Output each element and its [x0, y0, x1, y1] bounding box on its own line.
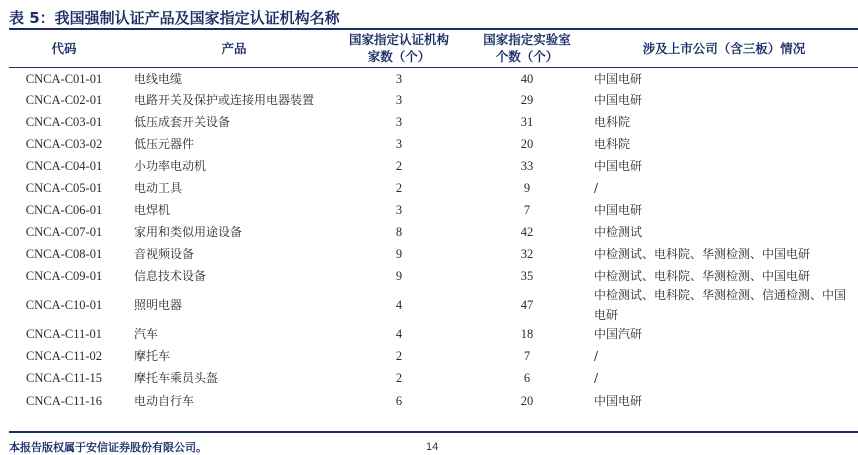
- cell-labs: 7: [523, 203, 531, 217]
- table-row: [9, 155, 858, 177]
- table-row: [9, 287, 858, 323]
- cell-companies: 中国电研: [594, 93, 643, 107]
- cell-companies: /: [594, 371, 599, 385]
- table-row: [9, 389, 858, 413]
- cell-code: CNCA-C06-01: [25, 203, 103, 217]
- cell-code: CNCA-C02-01: [25, 93, 103, 107]
- cell-labs: 42: [520, 225, 534, 239]
- cell-cert-bodies: 2: [395, 349, 403, 363]
- cell-product: 摩托车: [134, 349, 171, 363]
- cell-labs: 33: [520, 159, 534, 173]
- table-row: [9, 367, 858, 389]
- cell-code: CNCA-C11-16: [26, 394, 102, 408]
- page-number: 14: [426, 441, 439, 453]
- cell-companies: 中国汽研: [594, 327, 643, 341]
- header-companies: 涉及上市公司（含三板）情况: [642, 40, 806, 56]
- cell-cert-bodies: 8: [395, 225, 403, 239]
- table-row: [9, 177, 858, 199]
- cell-companies: /: [594, 349, 599, 363]
- table-body: [9, 68, 858, 413]
- cell-companies: 中国电研: [594, 203, 643, 217]
- cell-product: 汽车: [134, 327, 159, 341]
- cell-cert-bodies: 6: [395, 394, 403, 408]
- bottom-rule: [9, 431, 858, 433]
- cell-companies: 电科院: [594, 137, 631, 151]
- cell-labs: 29: [520, 93, 534, 107]
- table-row: [9, 133, 858, 155]
- header-product: 产品: [221, 40, 247, 56]
- cell-product: 信息技术设备: [134, 269, 207, 283]
- cell-code: CNCA-C03-02: [25, 137, 103, 151]
- cell-labs: 18: [520, 327, 534, 341]
- cell-labs: 9: [523, 181, 531, 195]
- cell-labs: 32: [520, 247, 534, 261]
- table-row: [9, 323, 858, 345]
- cell-cert-bodies: 2: [395, 371, 403, 385]
- cell-cert-bodies: 3: [395, 115, 403, 129]
- cell-cert-bodies: 3: [395, 203, 403, 217]
- cell-code: CNCA-C04-01: [25, 159, 103, 173]
- cell-cert-bodies: 3: [395, 137, 403, 151]
- table-header: [9, 30, 858, 66]
- cell-product: 家用和类似用途设备: [134, 225, 243, 239]
- cell-companies: 中国电研: [594, 159, 643, 173]
- cell-companies: 中国电研: [594, 71, 643, 86]
- cell-cert-bodies: 9: [395, 269, 403, 283]
- cell-labs: 31: [520, 115, 534, 129]
- header-cert-bodies: [334, 30, 464, 66]
- table-row: [9, 111, 858, 133]
- table-row: [9, 89, 858, 111]
- cell-product: 照明电器: [134, 298, 183, 312]
- cell-code: CNCA-C05-01: [25, 181, 103, 195]
- cell-cert-bodies: 2: [395, 181, 403, 195]
- cell-product: 低压成套开关设备: [134, 115, 231, 129]
- cell-cert-bodies: 4: [395, 298, 403, 312]
- cell-labs: 20: [520, 394, 534, 408]
- cell-code: CNCA-C03-01: [25, 115, 103, 129]
- table-row: [9, 199, 858, 221]
- header-labs: [467, 30, 587, 66]
- cell-product: 电焊机: [134, 203, 171, 217]
- cell-companies: 中检测试: [594, 225, 643, 239]
- cell-product: 音视频设备: [134, 247, 195, 261]
- cell-code: CNCA-C09-01: [25, 269, 103, 283]
- copyright-footer: 本报告版权属于安信证券股份有限公司。: [9, 441, 207, 454]
- table-row: [9, 68, 858, 89]
- cell-cert-bodies: 9: [395, 247, 403, 261]
- cell-labs: 47: [520, 298, 534, 312]
- cell-code: CNCA-C11-15: [26, 371, 102, 385]
- cell-product: 小功率电动机: [134, 159, 207, 173]
- table-title: 表 5：我国强制认证产品及国家指定认证机构名称: [9, 9, 340, 27]
- cell-product: 摩托车乘员头盔: [134, 371, 219, 385]
- cell-companies: 中检测试、电科院、华测检测、中国电研: [594, 269, 811, 283]
- cell-companies: 电科院: [594, 115, 631, 129]
- cell-product: 电路开关及保护或连接用电器装置: [134, 93, 315, 107]
- cell-labs: 40: [520, 71, 534, 86]
- cell-labs: 20: [520, 137, 534, 151]
- cell-labs: 7: [523, 349, 531, 363]
- cell-cert-bodies: 4: [395, 327, 403, 341]
- cell-cert-bodies: 3: [395, 71, 403, 86]
- table-row: [9, 221, 858, 243]
- header-cert-bodies-text: 国家指定认证机构 家数（个）: [348, 32, 449, 64]
- cell-cert-bodies: 2: [395, 159, 403, 173]
- cell-companies: /: [594, 181, 599, 195]
- table-row: [9, 345, 858, 367]
- cell-code: CNCA-C11-02: [26, 349, 102, 363]
- cell-product: 电线电缆: [134, 71, 183, 86]
- cell-code: CNCA-C07-01: [25, 225, 103, 239]
- table-row: [9, 243, 858, 265]
- cell-code: CNCA-C10-01: [25, 298, 103, 312]
- cell-product: 电动自行车: [134, 394, 195, 408]
- cell-companies: 中国电研: [594, 394, 643, 408]
- cell-product: 电动工具: [134, 181, 183, 195]
- cell-companies: 中检测试、电科院、华测检测、中国电研: [594, 247, 811, 261]
- header-code: 代码: [51, 40, 77, 56]
- cell-labs: 35: [520, 269, 534, 283]
- cell-companies: 中检测试、电科院、华测检测、信通检测、中国电研: [594, 288, 847, 322]
- cell-code: CNCA-C08-01: [25, 247, 103, 261]
- header-labs-text: 国家指定实验室 个数（个）: [483, 32, 571, 64]
- cell-code: CNCA-C11-01: [26, 327, 102, 341]
- table-row: [9, 265, 858, 287]
- cell-code: CNCA-C01-01: [25, 71, 103, 86]
- cell-labs: 6: [523, 371, 531, 385]
- cell-cert-bodies: 3: [395, 93, 403, 107]
- cell-product: 低压元器件: [134, 137, 195, 151]
